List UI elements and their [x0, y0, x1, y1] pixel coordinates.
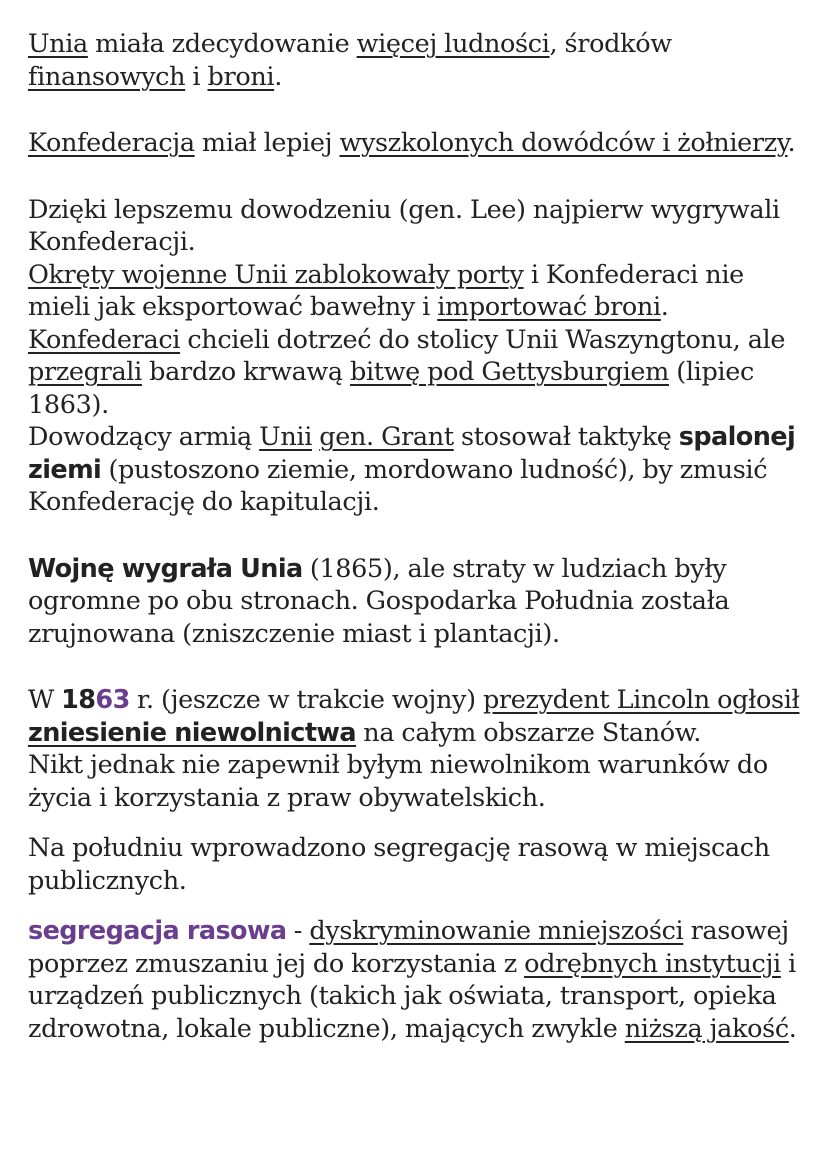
- text: Na południu wprowadzono segregację rasową w miejscach publicznych.: [28, 833, 770, 896]
- term-grant: gen. Grant: [319, 422, 454, 452]
- text: i urządzeń publicznych (takich jak oświata, transport, opieka zdrowotna, lokale publiczne), mających zwykle: [28, 948, 796, 1044]
- text: .: [660, 292, 669, 322]
- paragraph-segregation-definition: [28, 915, 800, 1045]
- term-unii: Unii: [259, 422, 312, 452]
- text: .: [788, 1013, 797, 1044]
- term-konfederacja: Konfederacja: [28, 128, 195, 158]
- text: prezydent Lincoln ogłosił: [482, 685, 800, 715]
- text: Dowodzący armią: [28, 422, 260, 452]
- text: W: [28, 685, 62, 715]
- text: -: [286, 916, 310, 946]
- term-import-weapons: importować broni: [437, 292, 661, 322]
- paragraph-war-outcome: [28, 553, 800, 651]
- term-lost: przegrali: [28, 357, 142, 387]
- paragraph-segregation-south: [28, 832, 800, 897]
- text: Dzięki lepszemu dowodzeniu (gen. Lee) najpierw wygrywali Konfederacji.: [28, 194, 780, 257]
- text: miała zdecydowanie: [87, 29, 357, 59]
- term-unia: Unia: [28, 29, 88, 59]
- term-lower-quality: niższą jakość: [624, 1013, 789, 1044]
- text: .: [274, 61, 282, 92]
- text: (1865), ale straty w ludziach były ogromne po obu stronach. Gospodarka Południa została zrujnowana (zniszczenie miast i plantacji).: [28, 553, 730, 649]
- term-konfederaci: Konfederaci: [28, 324, 181, 355]
- paragraph-union-resources: [28, 28, 800, 93]
- text: r. (jeszcze w trakcie wojny): [129, 685, 483, 715]
- term-discrimination: dyskryminowanie mniejszości: [309, 916, 684, 946]
- term-abolition: zniesienie niewolnictwa: [28, 717, 356, 748]
- text: i Konfederaci nie mieli jak eksportować bawełny i: [28, 259, 744, 322]
- text: , środków: [549, 29, 672, 59]
- year-part-2: 63: [95, 685, 130, 715]
- term-segregation: segregacja rasowa: [28, 916, 287, 946]
- text: (lipiec 1863).: [28, 357, 754, 420]
- text: bardzo krwawą: [141, 357, 351, 387]
- term-trained-commanders: wyszkolonych dowódców i żołnierzy: [339, 128, 788, 158]
- text: na całym obszarze Stanów.: [355, 717, 701, 748]
- year-part-1: 18: [61, 685, 96, 715]
- term-separate-institutions: odrębnych instytucji: [524, 948, 781, 979]
- paragraph-abolition: [28, 684, 800, 814]
- text: miał lepiej: [194, 128, 340, 158]
- text: rasowej poprzez zmuszaniu jej do korzystania z: [28, 916, 789, 979]
- text: Nikt jednak nie zapewnił byłym niewolnikom warunków do życia i korzystania z praw obywatelskich.: [28, 750, 768, 813]
- term-gettysburg: bitwę pod Gettysburgiem: [350, 357, 669, 387]
- term-financial: finansowych: [28, 61, 186, 92]
- term-weapons: broni: [207, 61, 275, 92]
- term-union-won: Wojnę wygrała Unia: [28, 553, 303, 584]
- text: stosował taktykę: [453, 422, 679, 452]
- text: chcieli dotrzeć do stolicy Unii Waszyngtonu, ale: [180, 324, 786, 355]
- term-more-population: więcej ludności: [356, 29, 550, 59]
- term-blockade: Okręty wojenne Unii zablokowały porty: [28, 259, 524, 290]
- text: .: [787, 128, 796, 158]
- term-scorched-earth: spalonej ziemi: [28, 422, 796, 485]
- text: i: [185, 61, 208, 92]
- paragraph-war-course: [28, 194, 800, 519]
- text: (pustoszono ziemie, mordowano ludność), by zmusić Konfederację do kapitulacji.: [28, 454, 768, 517]
- paragraph-confederacy-commanders: [28, 127, 800, 160]
